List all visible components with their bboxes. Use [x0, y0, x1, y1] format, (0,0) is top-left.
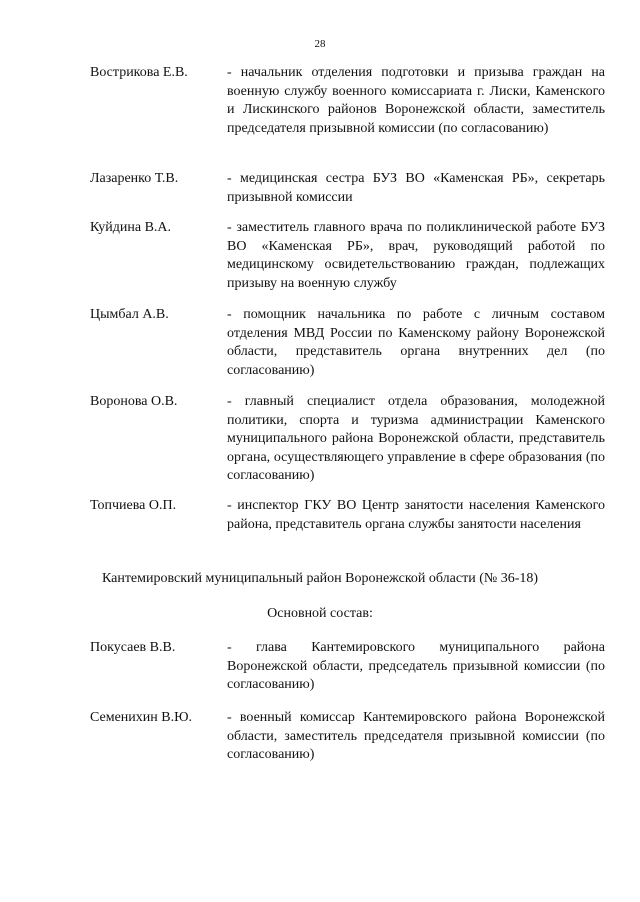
member-entry — [90, 170, 605, 207]
member-name: Лазаренко Т.В. — [90, 171, 179, 186]
member-role: - глава Кантемировского муниципального района Воронежской области, председатель призывной комиссии (по согласованию) — [227, 640, 605, 692]
member-name: Семенихин В.Ю. — [90, 710, 192, 725]
member-name: Цымбал А.В. — [90, 307, 169, 322]
district-heading: Кантемировский муниципальный район Воронежской области (№ 36-18) — [101, 571, 539, 586]
member-name: Воронова О.В. — [90, 394, 178, 409]
member-entry — [90, 306, 605, 380]
member-entry — [90, 219, 605, 293]
member-entry — [90, 64, 605, 138]
member-role: - главный специалист отдела образования, молодежной политики, спорта и туризма администрации Каменского муниципального района Воронежской области, представитель органа, осуществляющего управление в сфере образования (по согласованию) — [227, 394, 605, 483]
member-role: - медицинская сестра БУЗ ВО «Каменская РБ», секретарь призывной комиссии — [227, 171, 605, 205]
member-role: - заместитель главного врача по поликлинической работе БУЗ ВО «Каменская РБ», врач, руководящий работой по медицинскому освидетельствованию граждан, подлежащих призыву на военную службу — [227, 220, 605, 291]
page-number: 28 — [314, 38, 326, 50]
member-entry — [90, 639, 605, 695]
member-name: Вострикова Е.В. — [90, 65, 188, 80]
member-name: Куйдина В.А. — [90, 220, 172, 235]
member-role: - помощник начальника по работе с личным составом отделения МВД России по Каменскому району Воронежской области, представитель органа внутренних дел (по согласованию) — [227, 307, 605, 378]
member-role: - начальник отделения подготовки и призыва граждан на военную службу военного комиссариата г. Лиски, Каменского и Лискинского районов Воронежской области, заместитель председателя призывной комиссии (по согласованию) — [227, 65, 605, 136]
member-role: - инспектор ГКУ ВО Центр занятости населения Каменского района, представитель органа службы занятости населения — [227, 498, 605, 532]
member-entry — [90, 497, 605, 534]
member-role: - военный комиссар Кантемировского района Воронежской области, заместитель председателя призывной комиссии (по согласованию) — [227, 710, 605, 762]
section-heading: Основной состав: — [267, 606, 373, 621]
member-entry — [90, 709, 605, 765]
member-entry — [90, 393, 605, 486]
member-name: Топчиева О.П. — [90, 498, 177, 513]
member-name: Покусаев В.В. — [90, 640, 176, 655]
